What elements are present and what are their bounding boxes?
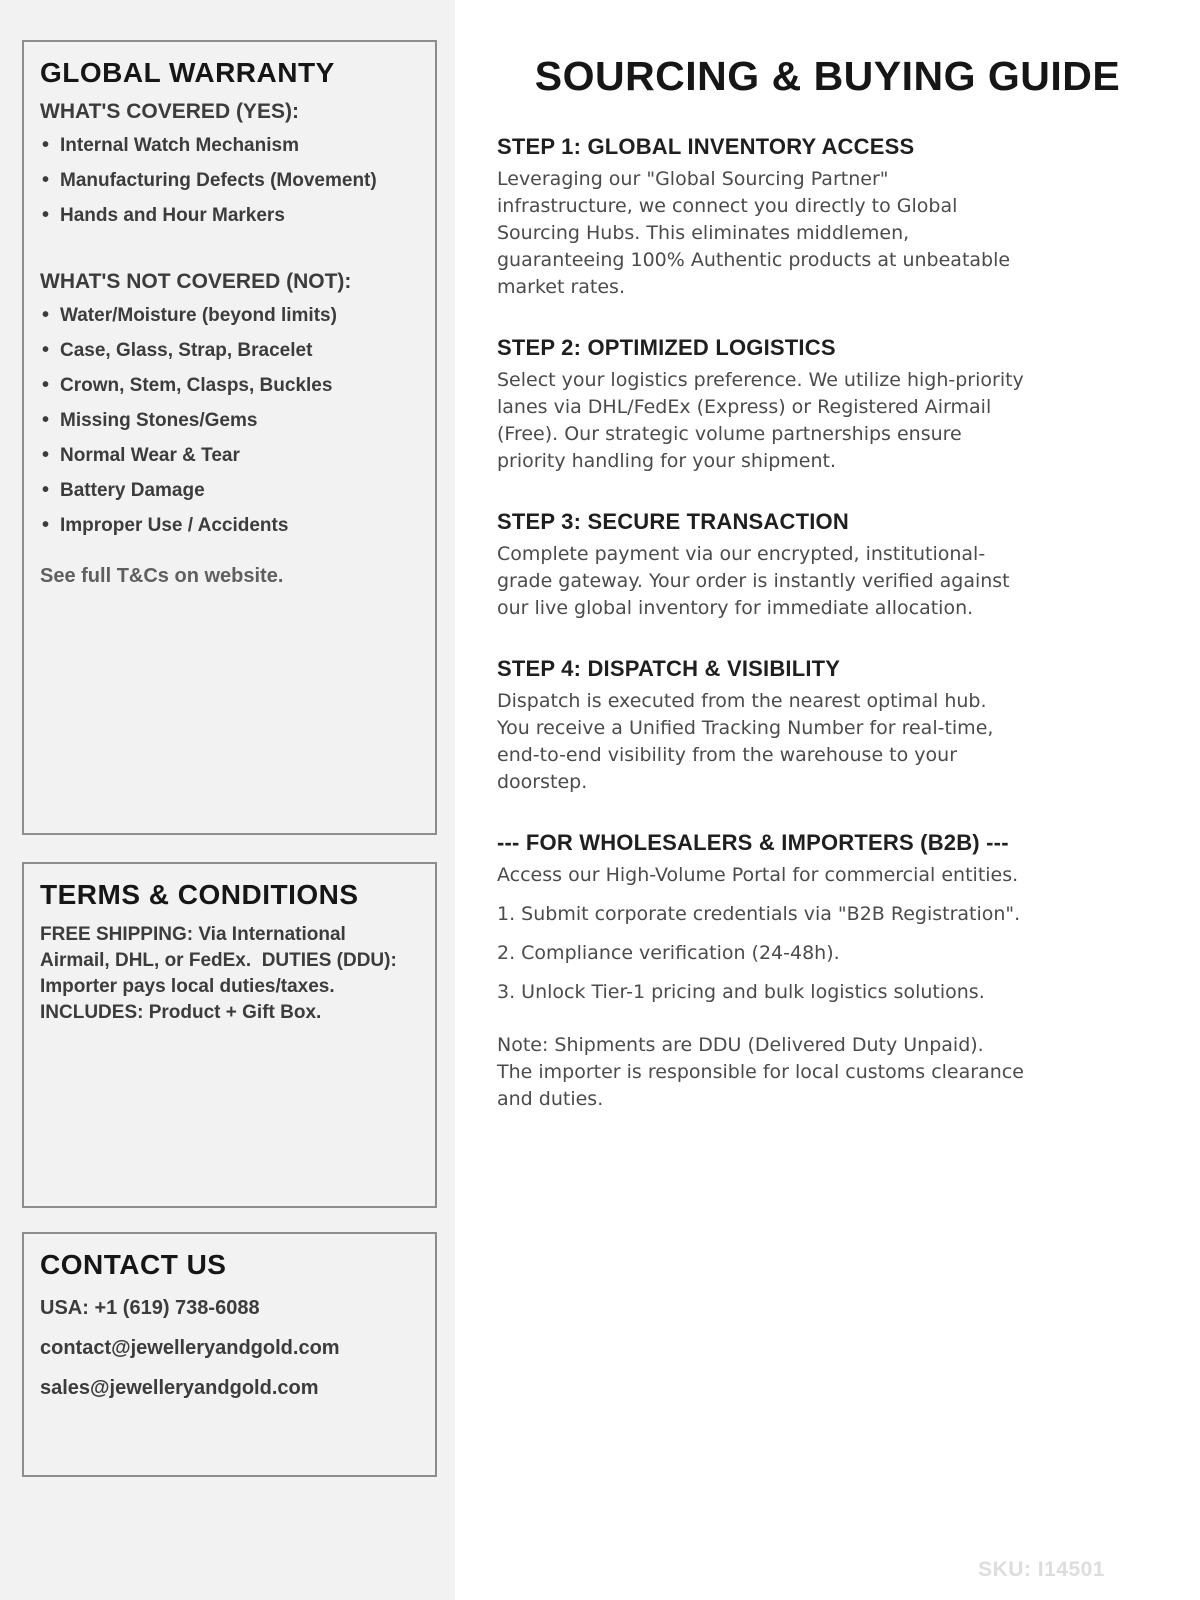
terms-body: FREE SHIPPING: Via International Airmail, DHL, or FedEx. DUTIES (DDU): Importer pays local duties/taxes. INCLUDES: Product + Gift Box. [40,924,403,1023]
list-item: • Battery Damage [40,479,419,503]
warranty-footnote: See full T&Cs on website. [40,565,284,587]
step-1-body: Leveraging our "Global Sourcing Partner" infrastructure, we connect you directly to Global Sourcing Hubs. This eliminates middlemen, guaranteeing 100% Authentic products at unbeatable market rates. [497,168,1011,298]
terms-title: TERMS & CONDITIONS [40,879,359,910]
list-item: • Improper Use / Accidents [40,514,419,538]
step-3-body: Complete payment via our encrypted, institutional-grade gateway. Your order is instantly verified against our live global inventory for immediate allocation. [497,543,1010,619]
b2b-item-3: 3. Unlock Tier-1 pricing and bulk logistics solutions. [497,981,985,1003]
contact-us-panel [22,1232,437,1477]
b2b-item-1: 1. Submit corporate credentials via "B2B Registration". [497,903,1021,925]
sku-label: SKU: I14501 [978,1558,1105,1581]
step-4-heading: STEP 4: DISPATCH & VISIBILITY [497,656,841,681]
contact-sales-email: sales@jewelleryandgold.com [40,1377,319,1399]
list-item: • Internal Watch Mechanism [40,134,419,158]
step-4-body: Dispatch is executed from the nearest optimal hub. You receive a Unified Tracking Number for real-time, end-to-end visibility from the warehouse to your doorstep. [497,690,994,793]
b2b-intro: Access our High-Volume Portal for commercial entities. [497,864,1019,886]
list-item: • Missing Stones/Gems [40,409,419,433]
covered-heading: WHAT'S COVERED (YES): [40,100,299,123]
guide-steps [497,133,1025,1113]
warranty-title: GLOBAL WARRANTY [40,57,335,88]
not-covered-heading: WHAT'S NOT COVERED (NOT): [40,270,352,293]
list-item: • Hands and Hour Markers [40,204,419,228]
step-2-body: Select your logistics preference. We utilize high-priority lanes via DHL/FedEx (Express) or Registered Airmail (Free). Our strategic volume partnerships ensure priority handling for your shipment. [497,369,1024,472]
b2b-item-2: 2. Compliance verification (24-48h). [497,942,840,964]
sourcing-guide-main [455,0,1200,1600]
contact-email: contact@jewelleryandgold.com [40,1337,340,1359]
contact-phone: USA: +1 (619) 738-6088 [40,1297,260,1319]
list-item: • Crown, Stem, Clasps, Buckles [40,374,419,398]
list-item: • Manufacturing Defects (Movement) [40,169,419,193]
step-3-heading: STEP 3: SECURE TRANSACTION [497,509,849,534]
step-1-heading: STEP 1: GLOBAL INVENTORY ACCESS [497,134,915,159]
contact-title: CONTACT US [40,1249,227,1280]
step-2-heading: STEP 2: OPTIMIZED LOGISTICS [497,335,836,360]
terms-conditions-panel [22,862,437,1208]
list-item: • Normal Wear & Tear [40,444,419,468]
page-title: SOURCING & BUYING GUIDE [534,53,1121,99]
info-sidebar [0,0,455,1600]
global-warranty-panel [22,40,437,835]
covered-list [40,134,419,228]
list-item: • Case, Glass, Strap, Bracelet [40,339,419,363]
b2b-heading: --- FOR WHOLESALERS & IMPORTERS (B2B) --- [497,830,1009,855]
list-item: • Water/Moisture (beyond limits) [40,304,419,328]
not-covered-list [40,304,419,538]
b2b-note: Note: Shipments are DDU (Delivered Duty Unpaid). The importer is responsible for local customs clearance and duties. [497,1034,1024,1110]
